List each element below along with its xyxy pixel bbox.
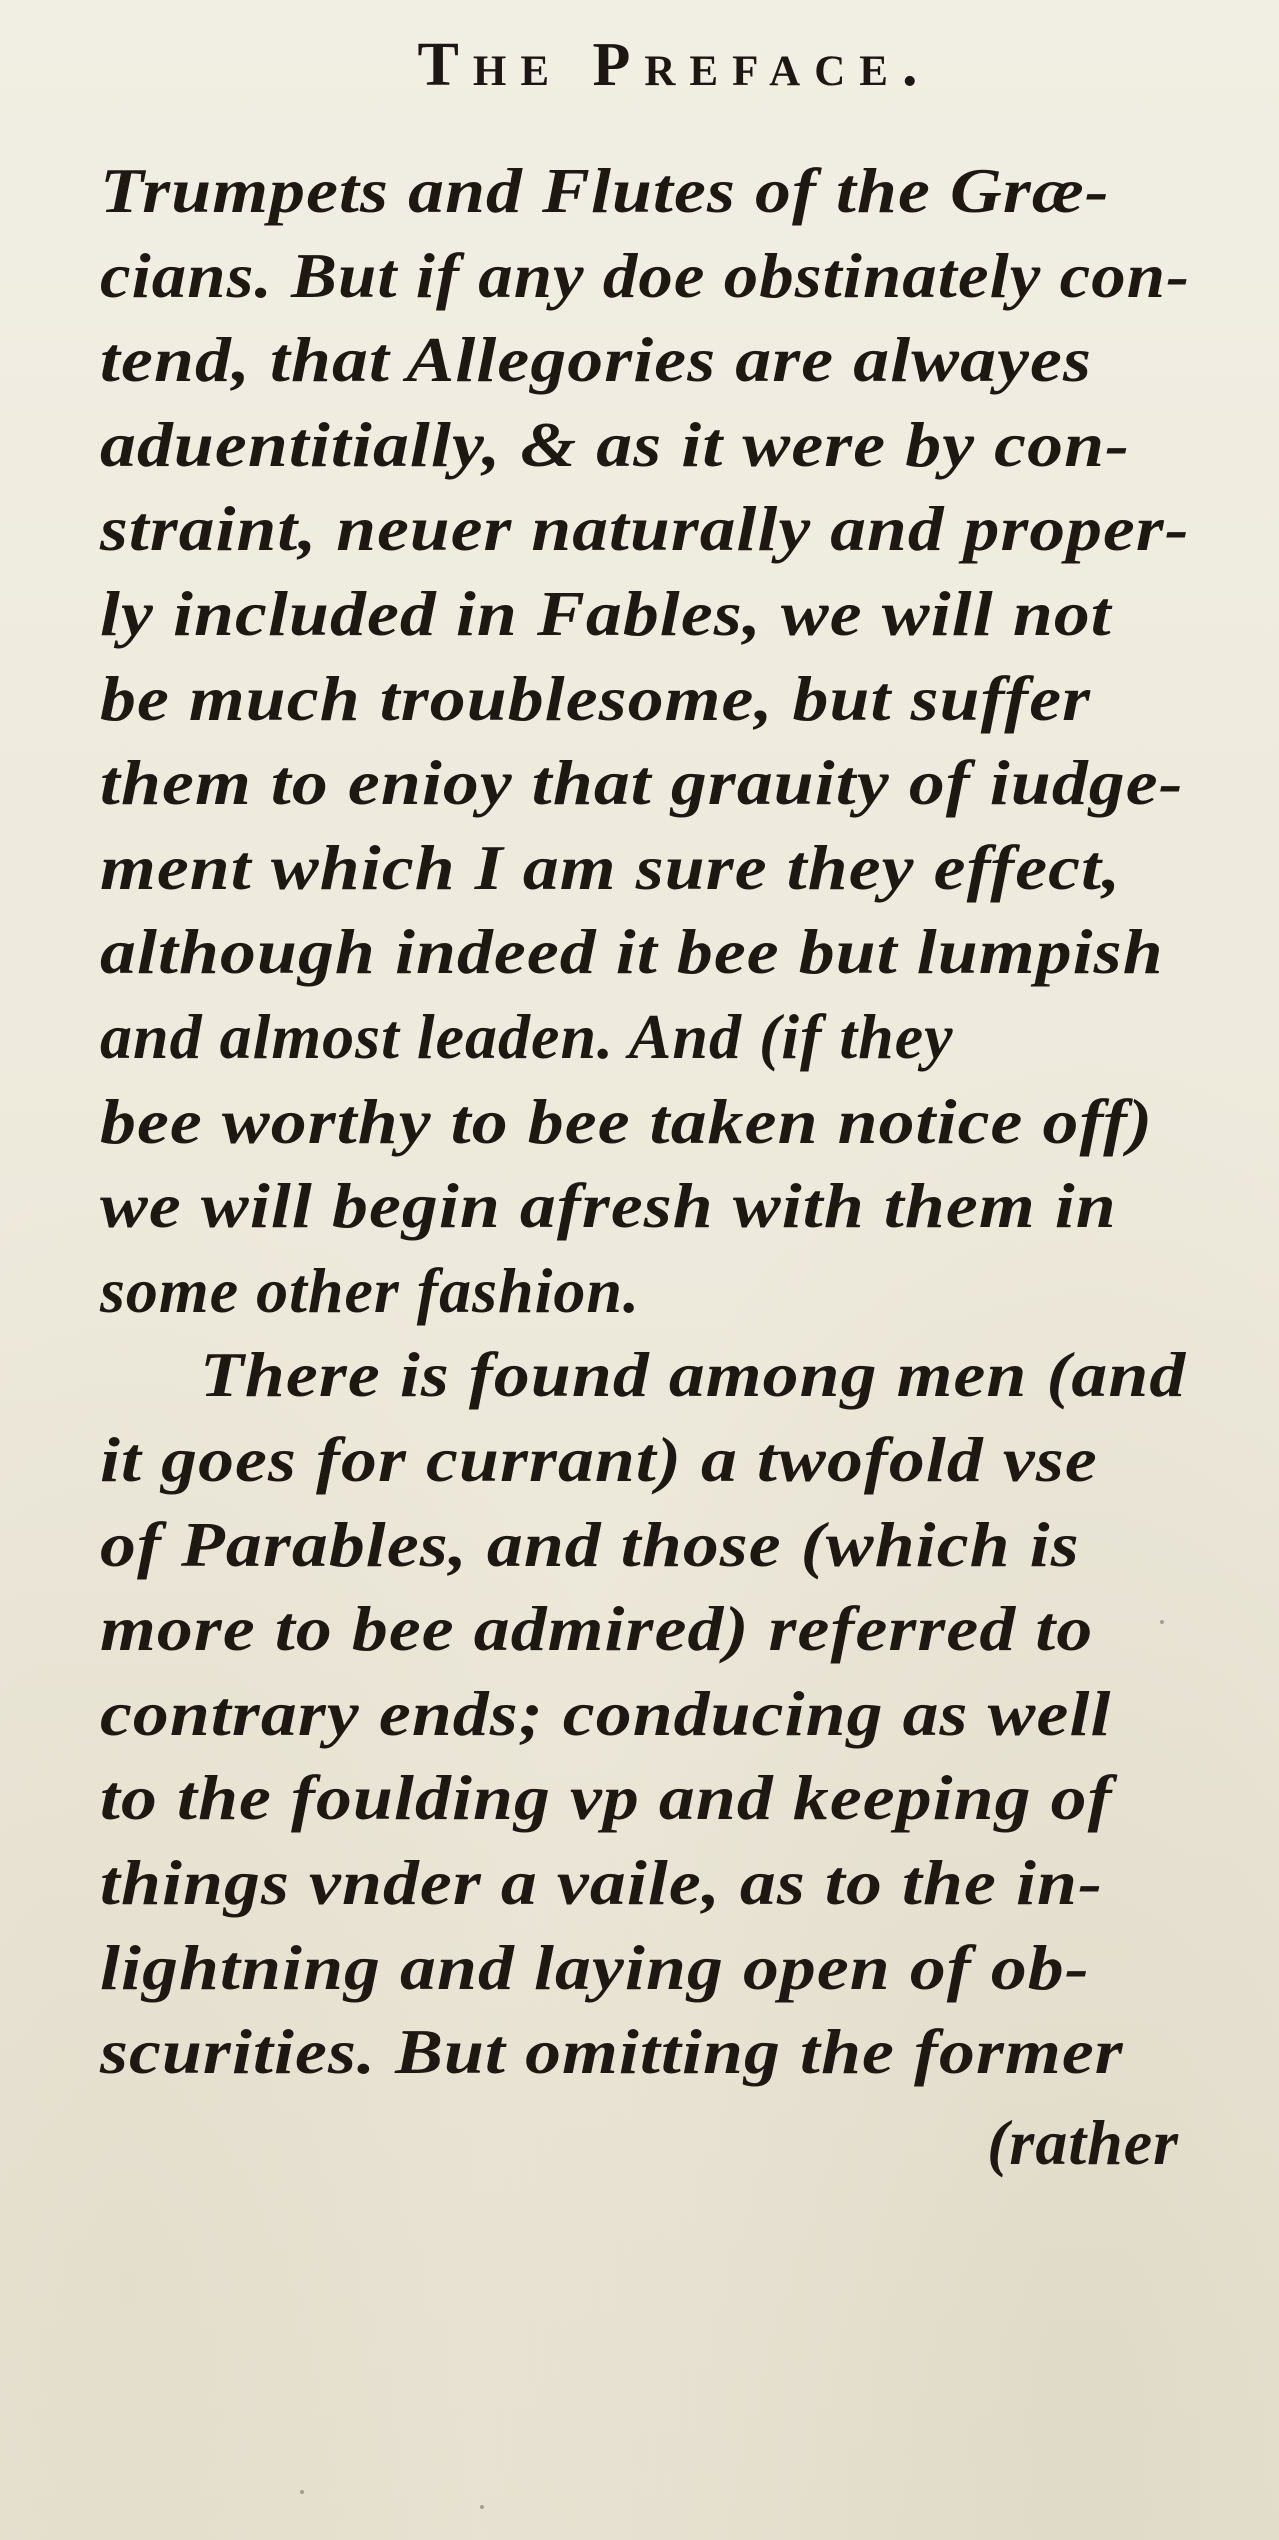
text-line: and almost leaden. And (if they bbox=[100, 1001, 954, 1072]
text-line: Trumpets and Flutes of the Græ- bbox=[100, 155, 1110, 226]
text-line: we will begin afresh with them in bbox=[100, 1170, 1117, 1242]
text-line: contrary ends; conducing as well bbox=[100, 1677, 1112, 1749]
text-line: straint, neuer naturally and proper- bbox=[100, 493, 1190, 565]
paper-speck bbox=[480, 2505, 484, 2509]
catchword: (rather bbox=[987, 2106, 1179, 2178]
running-head: The Preface. bbox=[417, 31, 932, 99]
text-line: aduentitially, & as it were by con- bbox=[100, 408, 1131, 480]
text-line: although indeed it bee but lumpish bbox=[100, 916, 1164, 988]
paper-speck bbox=[300, 2490, 304, 2494]
text-line: scurities. But omitting the former bbox=[100, 2016, 1124, 2088]
text-line: cians. But if any doe obstinately con- bbox=[100, 239, 1191, 311]
text-line: things vnder a vaile, as to the in- bbox=[100, 1847, 1103, 1918]
paper-speck bbox=[1160, 1620, 1164, 1624]
text-line: tend, that Allegories are alwayes bbox=[100, 324, 1093, 396]
text-line: ment which I am sure they effect, bbox=[100, 831, 1122, 903]
text-line: ly included in Fables, we will not bbox=[100, 578, 1112, 649]
text-line: lightning and laying open of ob- bbox=[100, 1931, 1090, 2003]
text-line: be much troublesome, but suffer bbox=[100, 662, 1092, 734]
text-line: of Parables, and those (which is bbox=[100, 1508, 1080, 1580]
text-line: more to bee admired) referred to bbox=[100, 1593, 1094, 1665]
text-line: bee worthy to bee taken notice off) bbox=[100, 1085, 1154, 1157]
text-line: them to enioy that grauity of iudge- bbox=[100, 747, 1184, 819]
text-line: some other fashion. bbox=[100, 1254, 640, 1326]
text-line: it goes for currant) a twofold vse bbox=[100, 1424, 1098, 1495]
text-line: to the foulding vp and keeping of bbox=[100, 1762, 1113, 1834]
text-line: There is found among men (and bbox=[200, 1339, 1187, 1411]
